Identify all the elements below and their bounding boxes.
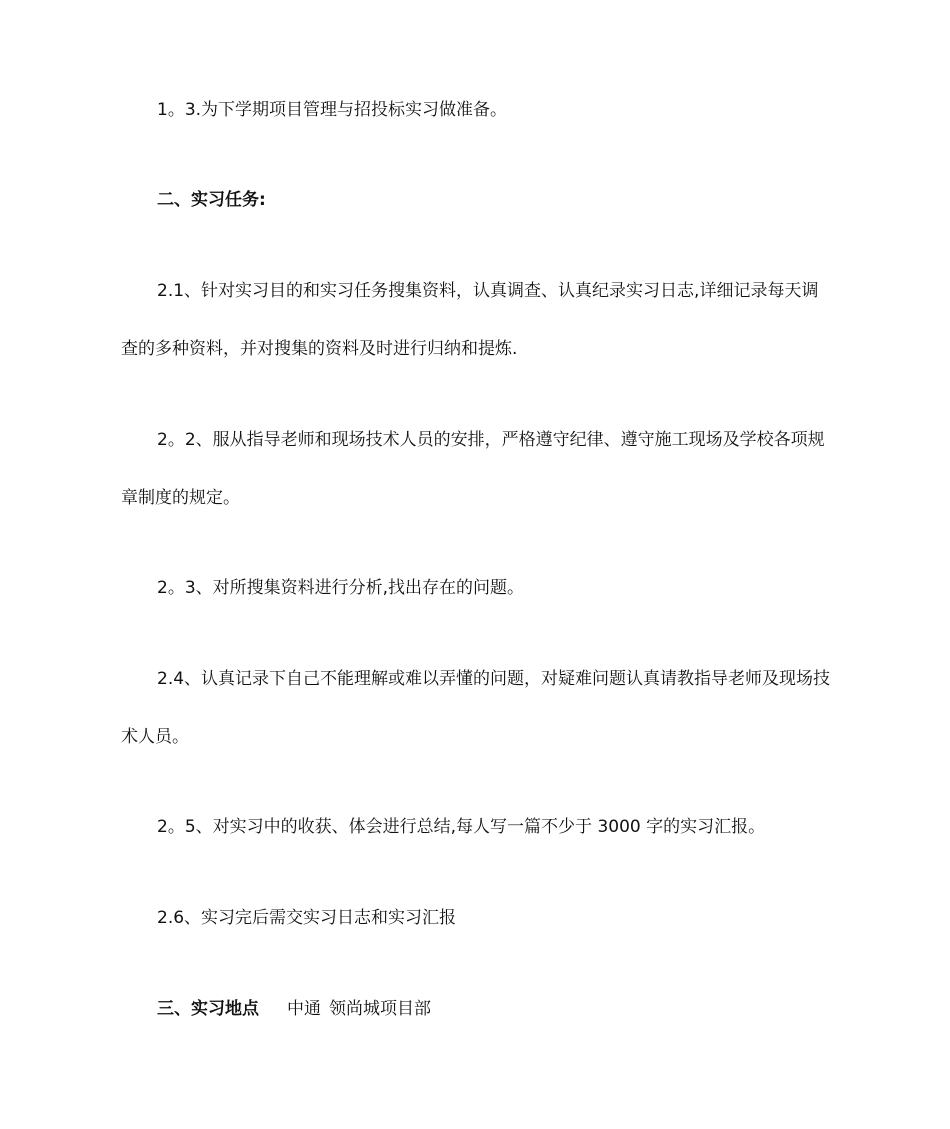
paragraph-2-6: 2.6、实习完后需交实习日志和实习汇报	[157, 908, 457, 928]
paragraph-2-5: 2。5、对实习中的收获、体会进行总结,每人写一篇不少于 3000 字的实习汇报。	[157, 817, 766, 837]
section-location	[121, 980, 833, 1038]
paragraph-2-2: 2。2、服从指导老师和现场技术人员的安排，严格遵守纪律、遵守施工现场及学校各项规章制度的规定。	[121, 430, 825, 508]
paragraph-2-3: 2。3、对所搜集资料进行分析,找出存在的问题。	[157, 578, 525, 598]
paragraph-2-1: 2.1、针对实习目的和实习任务搜集资料，认真调查、认真纪录实习日志,详细记录每天调查的多种资料，并对搜集的资料及时进行归纳和提炼.	[121, 281, 819, 359]
paragraph-1-3: 1。3.为下学期项目管理与招投标实习做准备。	[157, 100, 508, 120]
section-heading-location: 三、实习地点	[157, 999, 259, 1019]
location-company: 中通	[287, 999, 321, 1019]
section-heading-tasks: 二、实习任务:	[157, 190, 266, 210]
paragraph-2-4: 2.4、认真记录下自己不能理解或难以弄懂的问题，对疑难问题认真请教指导老师及现场技术人员。	[121, 669, 831, 747]
location-project: 领尚城项目部	[329, 999, 431, 1019]
